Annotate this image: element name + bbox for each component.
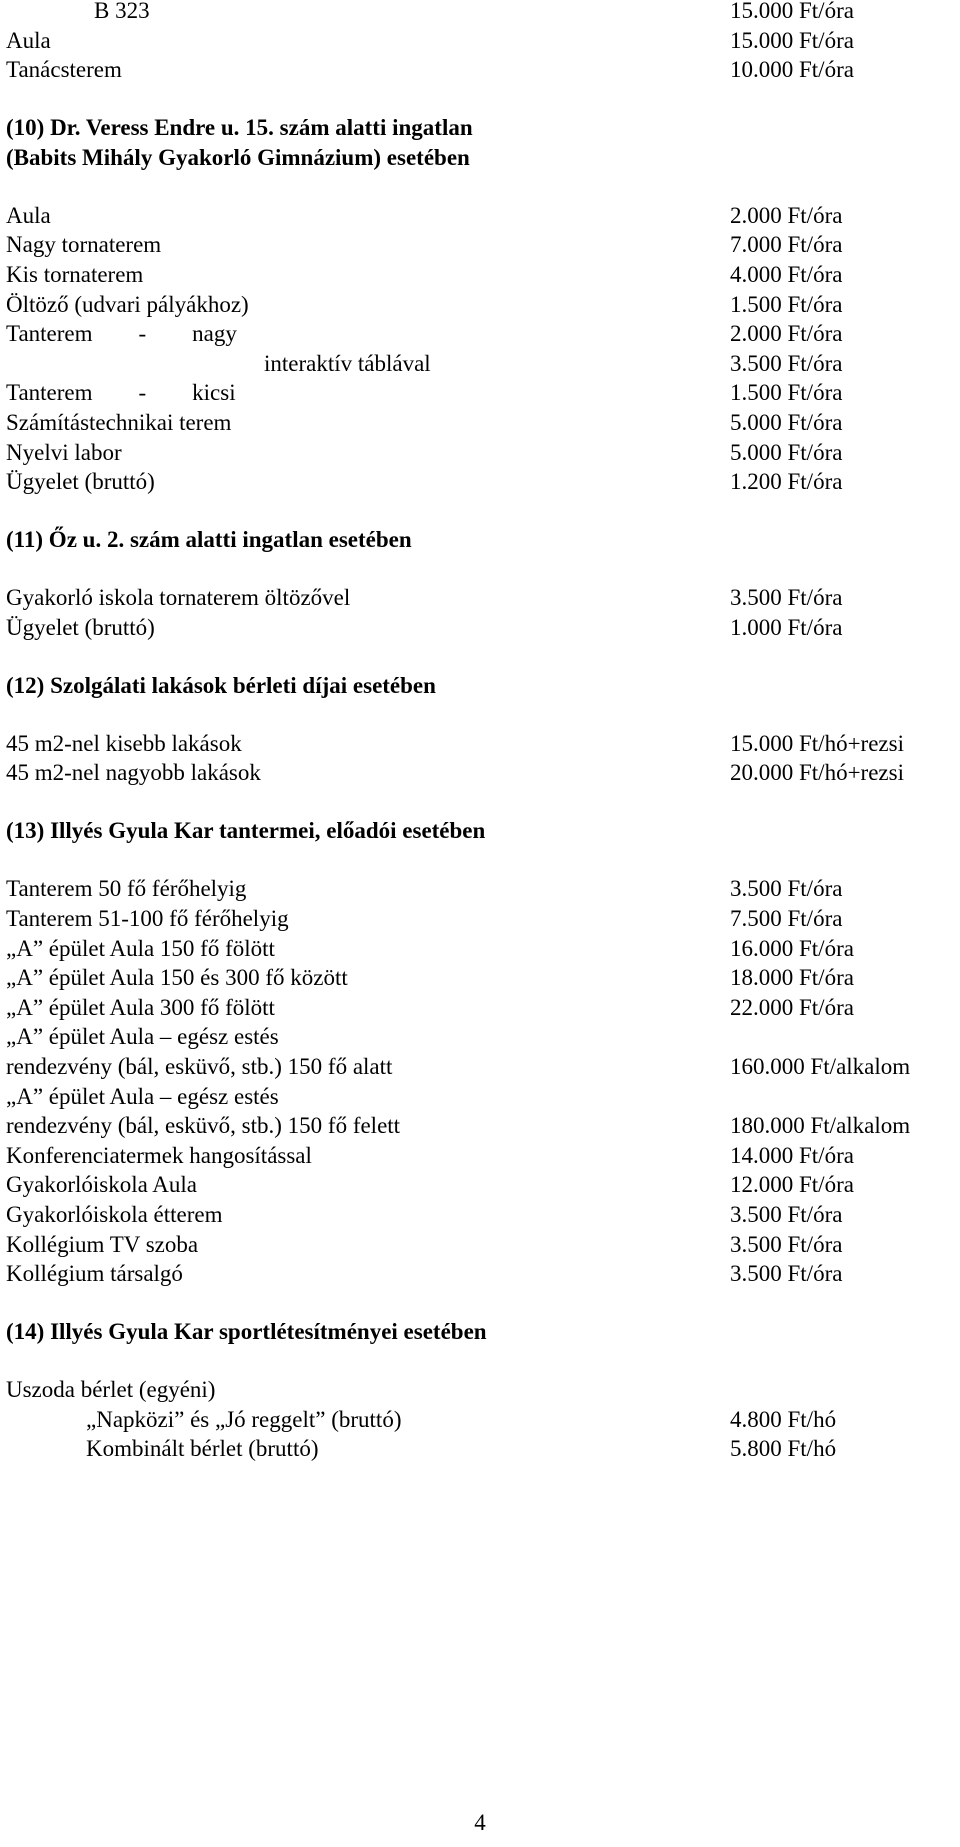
- item-label: „A” épület Aula 150 fő fölött: [6, 935, 275, 961]
- item-price: 5.800 Ft/hó: [730, 1436, 837, 1462]
- item-price: 3.500 Ft/óra: [730, 350, 843, 376]
- item-label: „A” épület Aula 300 fő fölött: [6, 994, 275, 1020]
- item-price: 20.000 Ft/hó+rezsi: [730, 760, 904, 786]
- item-label: Gyakorló iskola tornaterem öltözővel: [6, 585, 351, 611]
- price-row: [0, 1434, 960, 1464]
- item-label: Tanterem - kicsi: [6, 380, 236, 406]
- price-row: [0, 0, 960, 26]
- price-row: [0, 1170, 960, 1200]
- item-label: Nyelvi labor: [6, 439, 122, 465]
- price-row: [0, 963, 960, 993]
- price-row: [0, 874, 960, 904]
- item-label: Számítástechnikai terem: [6, 410, 232, 435]
- item-label: rendezvény (bál, esküvő, stb.) 150 fő felett: [6, 1113, 401, 1139]
- item-label: Aula: [6, 202, 51, 228]
- price-row: [0, 758, 960, 788]
- section-heading: [0, 671, 960, 701]
- price-row: [0, 1375, 960, 1405]
- price-row: [0, 230, 960, 260]
- item-price: 4.000 Ft/óra: [730, 262, 843, 287]
- item-price: 180.000 Ft/alkalom: [730, 1113, 911, 1139]
- price-row: [0, 26, 960, 56]
- section-heading: [0, 143, 960, 173]
- price-row: [0, 1259, 960, 1289]
- item-label: Ügyelet (bruttó): [6, 614, 155, 640]
- item-price: 3.500 Ft/óra: [730, 585, 843, 611]
- item-label: Kollégium TV szoba: [6, 1231, 199, 1257]
- section-title: (Babits Mihály Gyakorló Gimnázium) esetében: [6, 144, 470, 170]
- price-row: [0, 729, 960, 759]
- item-label: Tanterem 50 fő férőhelyig: [6, 876, 247, 902]
- item-label: „A” épület Aula – egész estés: [6, 1024, 279, 1050]
- price-row: [0, 290, 960, 320]
- section-title: (14) Illyés Gyula Kar sportlétesítményei esetében: [6, 1319, 487, 1345]
- item-price: 16.000 Ft/óra: [730, 935, 854, 961]
- item-price: 1.500 Ft/óra: [730, 380, 843, 406]
- price-row: [0, 1200, 960, 1230]
- item-price: 1.000 Ft/óra: [730, 614, 843, 640]
- price-row: [0, 1141, 960, 1171]
- section-heading: [0, 525, 960, 555]
- item-price: 2.000 Ft/óra: [730, 202, 843, 228]
- price-row: [0, 1052, 960, 1082]
- price-row: [0, 260, 960, 290]
- item-price: 5.000 Ft/óra: [730, 439, 843, 465]
- section-heading: [0, 113, 960, 143]
- price-row: [0, 319, 960, 349]
- price-row: [0, 1082, 960, 1112]
- item-price: 1.500 Ft/óra: [730, 291, 843, 317]
- price-row: [0, 1111, 960, 1141]
- item-label: rendezvény (bál, esküvő, stb.) 150 fő alatt: [6, 1054, 393, 1079]
- item-price: 1.200 Ft/óra: [730, 469, 843, 495]
- item-price: 3.500 Ft/óra: [730, 1261, 843, 1287]
- item-price: 15.000 Ft/hó+rezsi: [730, 730, 904, 756]
- item-price: 3.500 Ft/óra: [730, 1231, 843, 1257]
- section-title: (12) Szolgálati lakások bérleti díjai esetében: [6, 672, 436, 698]
- section-title: (13) Illyés Gyula Kar tantermei, előadói esetében: [6, 818, 486, 844]
- price-row: [0, 349, 960, 379]
- section-title: (11) Őz u. 2. szám alatti ingatlan esetében: [6, 527, 412, 553]
- item-price: 22.000 Ft/óra: [730, 994, 854, 1020]
- item-label: 45 m2-nel nagyobb lakások: [6, 760, 261, 786]
- item-label: Öltöző (udvari pályákhoz): [6, 291, 249, 317]
- price-row: [0, 378, 960, 408]
- item-price: 4.800 Ft/hó: [730, 1406, 837, 1432]
- price-row: [0, 613, 960, 643]
- item-price: 18.000 Ft/óra: [730, 965, 854, 991]
- price-row: [0, 438, 960, 468]
- price-row: [0, 55, 960, 85]
- item-price: 14.000 Ft/óra: [730, 1142, 854, 1168]
- item-price: 5.000 Ft/óra: [730, 410, 843, 435]
- item-label: Konferenciatermek hangosítással: [6, 1142, 312, 1168]
- item-label: Tanácsterem: [6, 57, 122, 83]
- price-row: [0, 201, 960, 231]
- item-label: Gyakorlóiskola étterem: [6, 1202, 223, 1227]
- item-label: 45 m2-nel kisebb lakások: [6, 730, 242, 756]
- item-label: Kis tornaterem: [6, 262, 144, 287]
- item-label: Nagy tornaterem: [6, 232, 162, 258]
- price-row: [0, 1230, 960, 1260]
- item-label: Aula: [6, 27, 51, 53]
- item-price: 3.500 Ft/óra: [730, 876, 843, 902]
- page-number: 4: [474, 1810, 486, 1835]
- item-label: „A” épület Aula 150 és 300 fő között: [6, 965, 348, 991]
- section-heading: [0, 1317, 960, 1347]
- item-label: Ügyelet (bruttó): [6, 469, 155, 495]
- item-label: Kollégium társalgó: [6, 1261, 183, 1287]
- item-price: 160.000 Ft/alkalom: [730, 1054, 911, 1079]
- item-label: Uszoda bérlet (egyéni): [6, 1377, 216, 1403]
- price-row: [0, 583, 960, 613]
- item-label: „A” épület Aula – egész estés: [6, 1083, 279, 1109]
- price-row: [0, 467, 960, 497]
- item-price: 2.000 Ft/óra: [730, 321, 843, 347]
- price-row: [0, 934, 960, 964]
- price-row: [0, 1405, 960, 1435]
- item-label: Tanterem - nagy: [6, 321, 237, 347]
- item-label: Kombinált bérlet (bruttó): [86, 1436, 319, 1462]
- item-price: 10.000 Ft/óra: [730, 57, 854, 83]
- item-label: interaktív táblával: [264, 350, 431, 376]
- item-label: „Napközi” és „Jó reggelt” (bruttó): [86, 1406, 402, 1432]
- item-price: 15.000 Ft/óra: [730, 0, 854, 23]
- section-heading: [0, 816, 960, 846]
- item-price: 3.500 Ft/óra: [730, 1202, 843, 1227]
- item-price: 15.000 Ft/óra: [730, 27, 854, 53]
- item-label: Tanterem 51-100 fő férőhelyig: [6, 906, 289, 931]
- price-row: [0, 904, 960, 934]
- item-price: 7.000 Ft/óra: [730, 232, 843, 258]
- item-price: 7.500 Ft/óra: [730, 906, 843, 931]
- section-title: (10) Dr. Veress Endre u. 15. szám alatti ingatlan: [6, 115, 473, 141]
- price-row: [0, 1022, 960, 1052]
- price-row: [0, 408, 960, 438]
- price-row: [0, 993, 960, 1023]
- item-label: B 323: [94, 0, 150, 23]
- item-label: Gyakorlóiskola Aula: [6, 1172, 197, 1198]
- item-price: 12.000 Ft/óra: [730, 1172, 854, 1198]
